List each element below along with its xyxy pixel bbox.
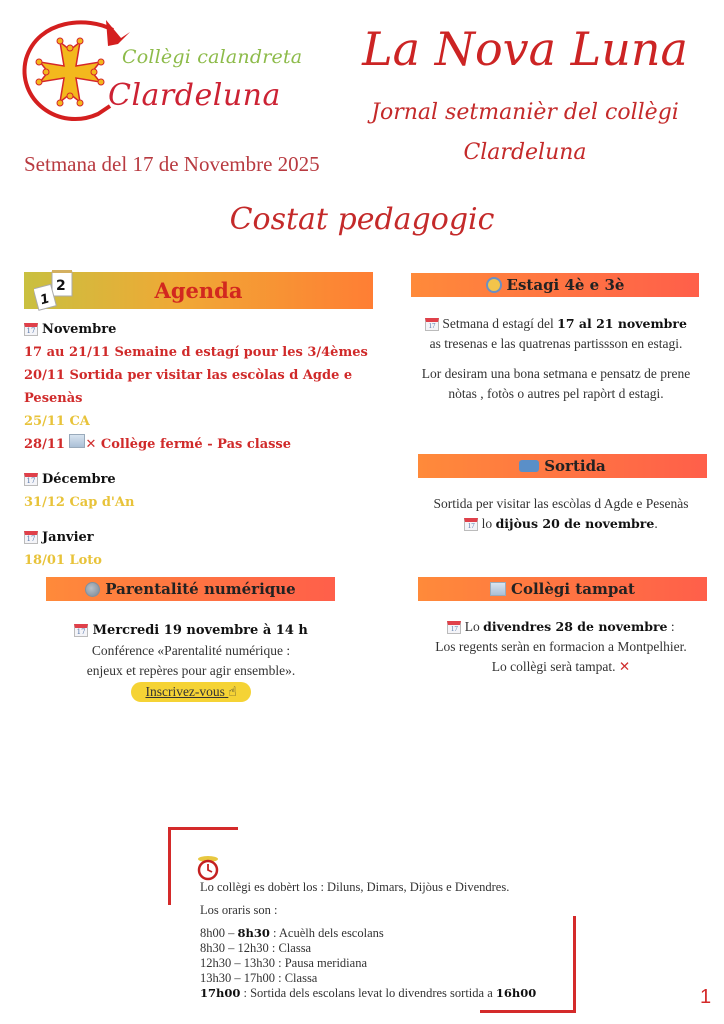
alarm-clock-icon	[196, 853, 220, 881]
friday-exit-time: 16h00	[495, 986, 537, 1000]
conference-date: Mercredi 19 novembre à 14 h	[92, 623, 308, 638]
schedule-label: : Classa	[275, 971, 318, 985]
estagi-wishes: Lor desiram una bona setmana e pensatz de prene nòtas , fotòs o autres pel rapòrt d estagi.	[421, 366, 691, 401]
schedule-label: : Acuèlh dels escolans	[269, 926, 384, 940]
estagi-title: Estagi 4è e 3è	[506, 276, 625, 294]
schedule-row	[200, 971, 580, 986]
conference-text: enjeux et repères pour agir ensemble».	[86, 663, 296, 678]
punctuation: .	[654, 516, 658, 531]
schedule-block	[200, 880, 580, 1001]
agenda-title: Agenda	[154, 278, 243, 303]
school-icon	[69, 434, 85, 448]
estagi-text: Setmana d estagí del	[442, 316, 558, 331]
bus-icon	[519, 460, 539, 472]
month-heading	[24, 468, 384, 491]
month-name: Novembre	[42, 322, 117, 337]
exit-text: : Sortida dels escolans levat lo divendres sortida a	[240, 986, 496, 1000]
pointer-hand-icon: ☝	[228, 684, 237, 700]
newsletter-subtitle: Jornal setmanièr del collègi	[371, 100, 679, 125]
calendar-digit-1: 1	[38, 291, 52, 309]
month-name: Décembre	[42, 472, 116, 487]
month-heading	[24, 318, 384, 341]
agenda-event: 17 au 21/11 Semaine d estagí pour les 3/4èmes	[24, 345, 368, 360]
estagi-dates: 17 al 21 novembre	[557, 316, 687, 331]
frame-corner-top-left	[168, 827, 171, 905]
sortida-text: Sortida per visitar las escòlas d Agde e Pesenàs	[433, 496, 689, 511]
month-name: Janvier	[42, 530, 94, 545]
tampat-title: Collègi tampat	[511, 580, 635, 598]
estagi-banner	[411, 273, 699, 297]
signup-label[interactable]: Inscrivez-vous	[145, 684, 225, 699]
sortida-text: lo	[478, 516, 496, 531]
agenda-list	[24, 318, 384, 572]
occitan-cross-icon	[36, 38, 104, 106]
tampat-text: Lo	[461, 619, 484, 634]
worker-icon	[486, 277, 502, 293]
signup-link[interactable]	[131, 682, 250, 702]
exit-time: 17h00	[200, 986, 241, 1000]
conference-text: Conférence «Parentalité numérique :	[91, 643, 291, 658]
open-days: Lo collègi es dobèrt los : Diluns, Dimars, Dijòus e Divendres.	[200, 880, 510, 894]
x-icon: ✕	[85, 437, 97, 452]
event-text: Collège fermé - Pas classe	[100, 437, 292, 452]
schedule-label: : Pausa meridiana	[275, 956, 367, 970]
tampat-paragraph	[411, 617, 711, 677]
schedule-row	[200, 956, 580, 971]
week-label: Setmana del 17 de Novembre 2025	[24, 152, 320, 176]
calendar-icon: 17	[24, 473, 38, 486]
logo-name: Clardeluna	[108, 78, 281, 113]
frame-corner-top-left	[168, 827, 238, 830]
estagi-text: as tresenas e las quatrenas partissson en estagi.	[429, 336, 683, 351]
calendar-icon: 17	[24, 323, 38, 336]
calendar-icon: 17	[425, 318, 439, 331]
schedule-time: 13h30 – 17h00	[200, 971, 275, 985]
schedule-exit	[200, 986, 580, 1001]
logo-subtitle: Collègi calandreta	[122, 46, 303, 68]
tampat-text: Los regents seràn en formacion a Montpelhier.	[435, 639, 687, 654]
schedule-time: 8h30 – 12h30	[200, 941, 269, 955]
section-title: Costat pedagogic	[229, 202, 495, 237]
sortida-paragraph	[411, 494, 711, 534]
schedule-row	[200, 926, 580, 941]
newsletter-subtitle-school: Clardeluna	[463, 140, 587, 165]
month-heading	[24, 526, 384, 549]
schedule-label: : Classa	[268, 941, 312, 955]
page-number: 1	[700, 986, 712, 1008]
sortida-title: Sortida	[544, 457, 606, 475]
bird-icon	[106, 20, 130, 46]
tampat-date: divendres 28 de novembre	[483, 619, 668, 634]
calendar-icon: 17	[24, 531, 38, 544]
schedule-time-bold: 8h30	[237, 926, 270, 940]
newsletter-title: La Nova Luna	[362, 22, 688, 76]
schedule-row	[200, 941, 580, 956]
schedule-time: 8h00 –	[200, 926, 238, 940]
x-icon: ✕	[618, 659, 631, 675]
calendar-pages-icon	[34, 268, 80, 314]
calendar-icon: 17	[447, 621, 461, 634]
calendar-icon: 17	[74, 624, 88, 637]
globe-icon	[85, 582, 100, 597]
calendar-digit-2: 2	[56, 278, 66, 294]
agenda-event: 31/12 Cap d'An	[24, 495, 135, 510]
school-icon	[490, 582, 506, 596]
agenda-event: 20/11 Sortida per visitar las escòlas d Agde e Pesenàs	[24, 368, 353, 406]
agenda-event	[24, 433, 384, 456]
schedule-intro: Los oraris son :	[200, 903, 278, 917]
sortida-date: dijòus 20 de novembre	[495, 516, 655, 531]
calendar-icon: 17	[464, 518, 478, 531]
estagi-paragraph	[411, 314, 701, 354]
tampat-banner	[418, 577, 707, 601]
agenda-event: 18/01 Loto	[24, 553, 102, 568]
punctuation: :	[667, 619, 675, 634]
sortida-banner	[418, 454, 707, 478]
event-date: 28/11	[24, 437, 65, 452]
schedule-time: 12h30 – 13h30	[200, 956, 275, 970]
tampat-text: Lo collègi serà tampat.	[491, 659, 616, 674]
frame-corner-bottom-right	[480, 1010, 576, 1013]
parentalite-title: Parentalité numérique	[105, 580, 296, 598]
parentalite-banner	[46, 577, 335, 601]
parentalite-paragraph	[46, 621, 336, 702]
agenda-event: 25/11 CA	[24, 414, 90, 429]
